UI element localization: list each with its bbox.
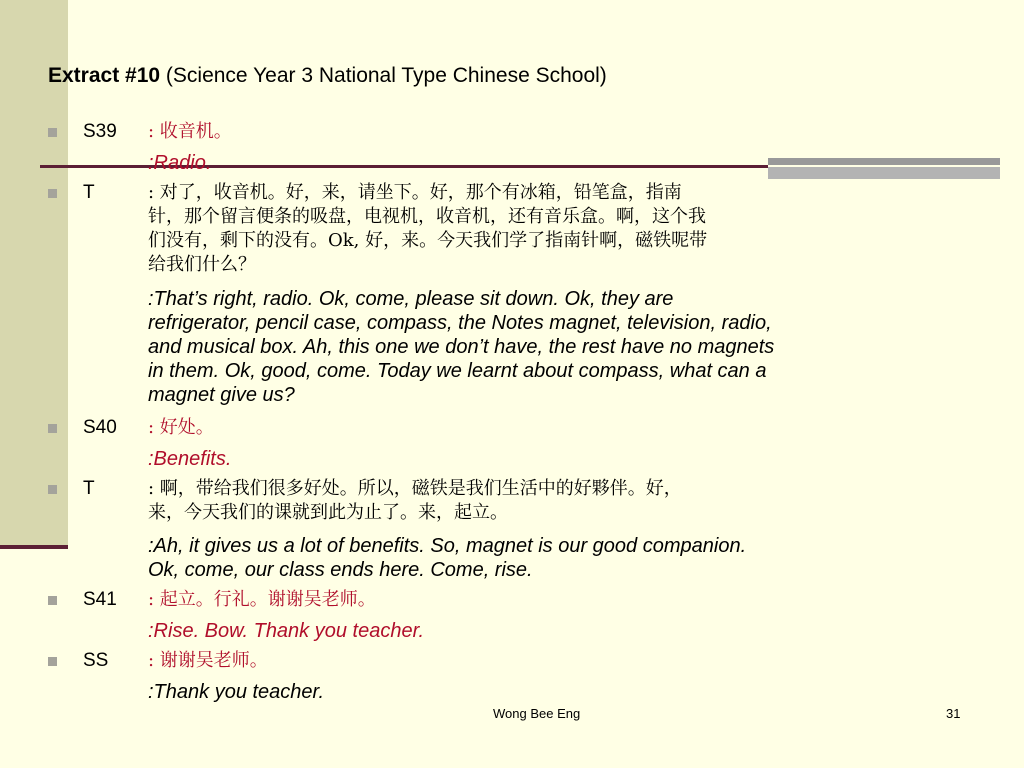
bullet-icon — [48, 596, 57, 605]
english-translation: :Ah, it gives us a lot of benefits. So, magnet is our good companion. Ok, come, our class ends here. Come, rise. — [148, 535, 747, 581]
speaker-label: SS — [83, 650, 109, 671]
english-translation: :Thank you teacher. — [148, 681, 325, 703]
speaker-label: T — [83, 478, 95, 499]
speaker-label: S39 — [83, 121, 117, 142]
speaker-label: S41 — [83, 589, 117, 610]
english-translation: :Radio. — [148, 152, 212, 174]
chinese-utterance: : 起立。行礼。谢谢吴老师。 — [148, 589, 376, 610]
chinese-utterance: : 谢谢吴老师。 — [148, 650, 268, 671]
speaker-label: T — [83, 182, 95, 203]
chinese-utterance: : 啊，带给我们很多好处。所以，磁铁是我们生活中的好夥伴。好， 来，今天我们的课就到此为止了。来，起立。 — [148, 478, 682, 523]
bullet-icon — [48, 189, 57, 198]
bullet-icon — [48, 424, 57, 433]
footer-page-number: 31 — [946, 706, 961, 721]
english-translation: :That’s right, radio. Ok, come, please sit down. Ok, they are refrigerator, pencil case, compass, the Notes magnet, television, radio, and musical box. Ah, this one we don’t have, the rest have no magnets in them. Ok, good, come. Today we learnt about compass, what can a magnet give us? — [148, 288, 775, 406]
bullet-icon — [48, 657, 57, 666]
chinese-utterance: : 好处。 — [148, 417, 214, 438]
english-translation: :Rise. Bow. Thank you teacher. — [148, 620, 425, 642]
footer-author: Wong Bee Eng — [493, 706, 581, 721]
title-description: (Science Year 3 National Type Chinese School) — [160, 64, 607, 87]
bullet-icon — [48, 128, 57, 137]
chinese-utterance: : 收音机。 — [148, 121, 232, 142]
speaker-label: S40 — [83, 417, 117, 438]
title-extract-number: Extract #10 — [48, 64, 161, 87]
bullet-icon — [48, 485, 57, 494]
english-translation: :Benefits. — [148, 448, 232, 470]
chinese-utterance: : 对了，收音机。好，来，请坐下。好，那个有冰箱，铅笔盒，指南 针，那个留言便条的吸盘，电视机，收音机，还有音乐盒。啊，这个我 们没有，剩下的没有。Ok, 好，来。今天我们学了指南针啊，磁铁呢带 给我们什么？ — [148, 182, 708, 275]
